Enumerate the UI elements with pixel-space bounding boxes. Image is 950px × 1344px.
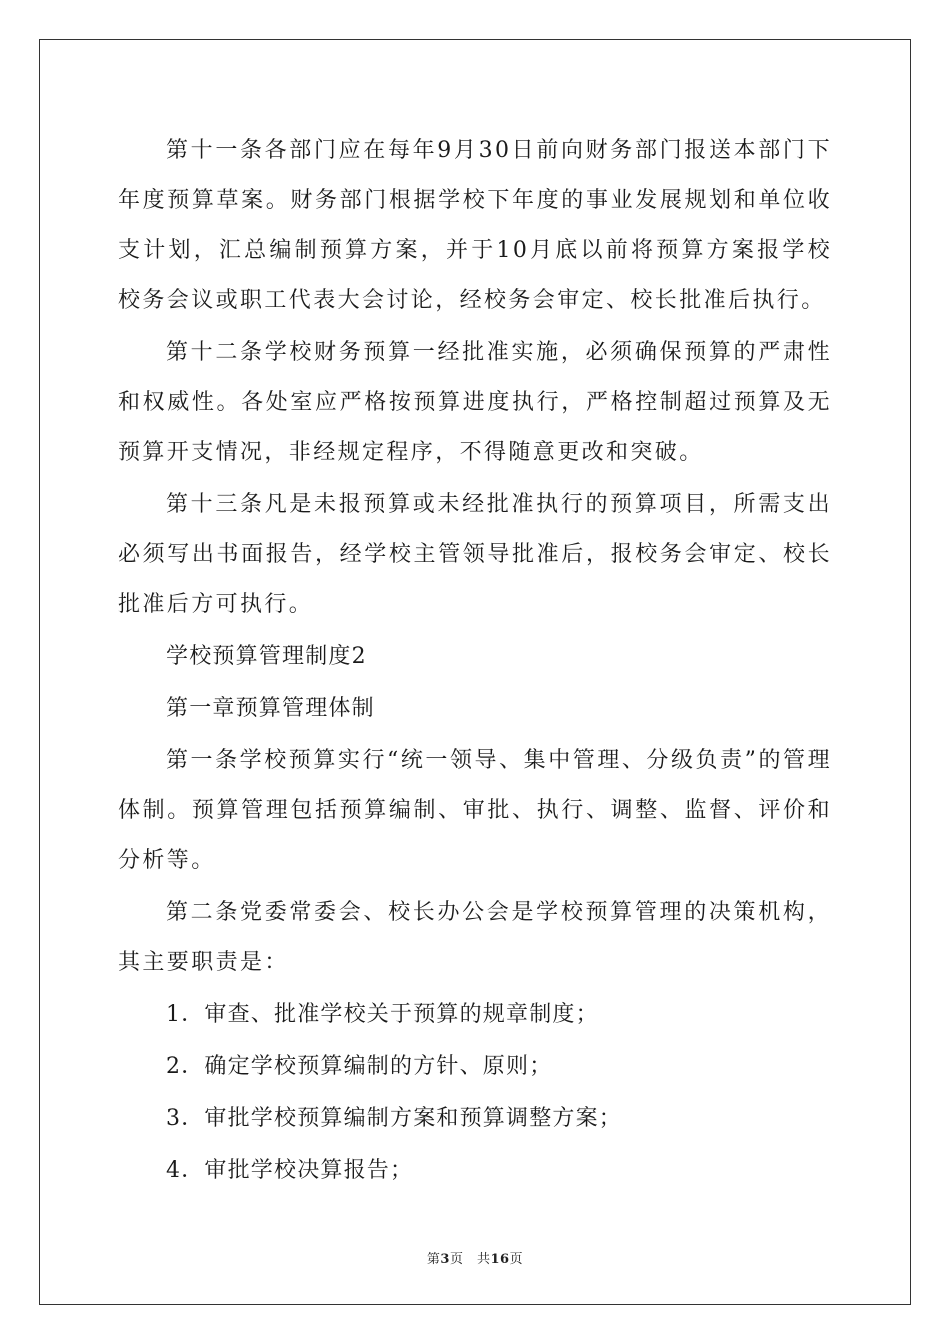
paragraph-article-2: 第二条党委常委会、校长办公会是学校预算管理的决策机构，其主要职责是： [118, 900, 832, 975]
paragraph-article-11: 第十一条各部门应在每年9月30日前向财务部门报送本部门下年度预算草案。财务部门根据学校下年度的事业发展规划和单位收支计划，汇总编制预算方案，并于10月底以前将预算方案报学校校务会议或职工代表大会讨论，经校务会审定、校长批准后执行。 [118, 138, 832, 313]
footer-suffix: 页 [509, 1252, 524, 1267]
document-body [118, 126, 832, 1198]
paragraph-article-12: 第十二条学校财务预算一经批准实施，必须确保预算的严肃性和权威性。各处室应严格按预算进度执行，严格控制超过预算及无预算开支情况，非经规定程序，不得随意更改和突破。 [118, 340, 832, 465]
footer-page-current: 3 [440, 1252, 450, 1267]
footer-mid: 页 共 [449, 1252, 491, 1267]
list-item-2: 2．确定学校预算编制的方针、原则； [166, 1054, 553, 1079]
section-title: 学校预算管理制度2 [166, 644, 367, 669]
list-item-4: 4．审批学校决算报告； [166, 1158, 414, 1183]
footer-page-total: 16 [490, 1252, 510, 1267]
paragraph-article-1: 第一条学校预算实行“统一领导、集中管理、分级负责”的管理体制。预算管理包括预算编制、审批、执行、调整、监督、评价和分析等。 [118, 748, 832, 873]
footer-prefix: 第 [426, 1252, 441, 1267]
list-item-3: 3．审批学校预算编制方案和预算调整方案； [166, 1106, 622, 1131]
page-footer [0, 1248, 950, 1267]
list-item-1: 1．审查、批准学校关于预算的规章制度； [166, 1002, 599, 1027]
chapter-heading: 第一章预算管理体制 [166, 696, 375, 721]
paragraph-article-13: 第十三条凡是未报预算或未经批准执行的预算项目，所需支出必须写出书面报告，经学校主管领导批准后，报校务会审定、校长批准后方可执行。 [118, 492, 832, 617]
